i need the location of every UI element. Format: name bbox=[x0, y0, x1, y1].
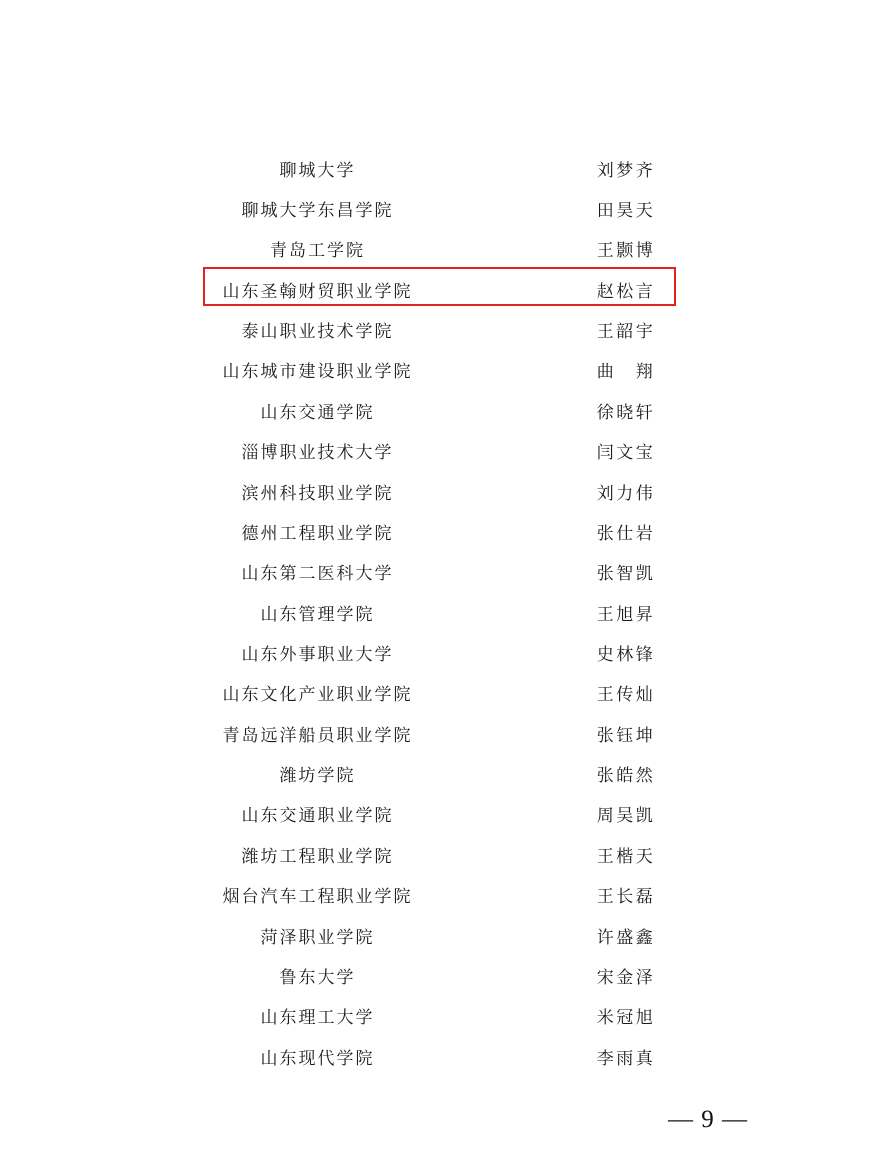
school-name: 鲁东大学 bbox=[279, 967, 356, 987]
person-name: 李雨真 bbox=[596, 1048, 656, 1068]
table-row bbox=[0, 632, 878, 672]
school-name: 山东管理学院 bbox=[260, 604, 375, 624]
school-name: 山东城市建设职业学院 bbox=[222, 362, 413, 382]
school-name: 山东外事职业大学 bbox=[241, 644, 394, 664]
school-name: 滨州科技职业学院 bbox=[241, 483, 394, 503]
school-name: 山东交通学院 bbox=[260, 402, 375, 422]
person-name: 王旭昇 bbox=[596, 604, 656, 624]
table-row bbox=[0, 309, 878, 349]
page-number: — 9 — bbox=[668, 1106, 748, 1133]
person-name: 赵松言 bbox=[596, 281, 656, 301]
person-name: 史林锋 bbox=[596, 644, 656, 664]
person-name: 米冠旭 bbox=[596, 1008, 656, 1028]
person-name: 张皓然 bbox=[596, 766, 656, 786]
table-row bbox=[0, 471, 878, 511]
school-name: 烟台汽车工程职业学院 bbox=[222, 887, 413, 907]
table-row bbox=[0, 350, 878, 390]
school-name: 潍坊学院 bbox=[279, 766, 356, 786]
school-name: 山东理工大学 bbox=[260, 1008, 375, 1028]
table-row bbox=[0, 552, 878, 592]
table-row bbox=[0, 188, 878, 228]
person-name: 刘力伟 bbox=[596, 483, 656, 503]
person-name: 张智凯 bbox=[596, 564, 656, 584]
person-name: 张仕岩 bbox=[596, 523, 656, 543]
school-name: 德州工程职业学院 bbox=[241, 523, 394, 543]
person-name: 刘梦齐 bbox=[596, 160, 656, 180]
table-row bbox=[0, 874, 878, 914]
table-row bbox=[0, 955, 878, 995]
table-row bbox=[0, 794, 878, 834]
school-name: 山东交通职业学院 bbox=[241, 806, 394, 826]
school-name: 青岛工学院 bbox=[270, 241, 365, 261]
person-name: 田昊天 bbox=[596, 201, 656, 221]
table-row bbox=[0, 753, 878, 793]
table-row bbox=[0, 592, 878, 632]
table-row bbox=[0, 915, 878, 955]
table-row bbox=[0, 269, 878, 309]
person-name: 王韶宇 bbox=[596, 322, 656, 342]
table-row bbox=[0, 148, 878, 188]
school-name: 山东第二医科大学 bbox=[241, 564, 394, 584]
school-name: 淄博职业技术大学 bbox=[241, 443, 394, 463]
table-row bbox=[0, 1036, 878, 1076]
school-name: 菏泽职业学院 bbox=[260, 927, 375, 947]
table-row bbox=[0, 713, 878, 753]
person-name: 张钰坤 bbox=[596, 725, 656, 745]
table-row bbox=[0, 996, 878, 1036]
school-name: 青岛远洋船员职业学院 bbox=[222, 725, 413, 745]
school-name: 山东圣翰财贸职业学院 bbox=[222, 281, 413, 301]
table-row bbox=[0, 511, 878, 551]
table-row bbox=[0, 431, 878, 471]
school-name: 聊城大学 bbox=[279, 160, 356, 180]
table-row bbox=[0, 390, 878, 430]
person-name: 徐晓轩 bbox=[596, 402, 656, 422]
person-name: 曲 翔 bbox=[596, 362, 656, 382]
person-name: 王颢博 bbox=[596, 241, 656, 261]
person-name: 王传灿 bbox=[596, 685, 656, 705]
person-name: 王楷天 bbox=[596, 846, 656, 866]
person-name: 周吴凯 bbox=[596, 806, 656, 826]
school-name-list bbox=[0, 148, 878, 1076]
person-name: 闫文宝 bbox=[596, 443, 656, 463]
rows bbox=[0, 148, 878, 1076]
school-name: 山东文化产业职业学院 bbox=[222, 685, 413, 705]
table-row bbox=[0, 673, 878, 713]
table-row bbox=[0, 229, 878, 269]
school-name: 聊城大学东昌学院 bbox=[241, 201, 394, 221]
table-row bbox=[0, 834, 878, 874]
person-name: 宋金泽 bbox=[596, 967, 656, 987]
school-name: 山东现代学院 bbox=[260, 1048, 375, 1068]
school-name: 潍坊工程职业学院 bbox=[241, 846, 394, 866]
school-name: 泰山职业技术学院 bbox=[241, 322, 394, 342]
person-name: 王长磊 bbox=[596, 887, 656, 907]
person-name: 许盛鑫 bbox=[596, 927, 656, 947]
